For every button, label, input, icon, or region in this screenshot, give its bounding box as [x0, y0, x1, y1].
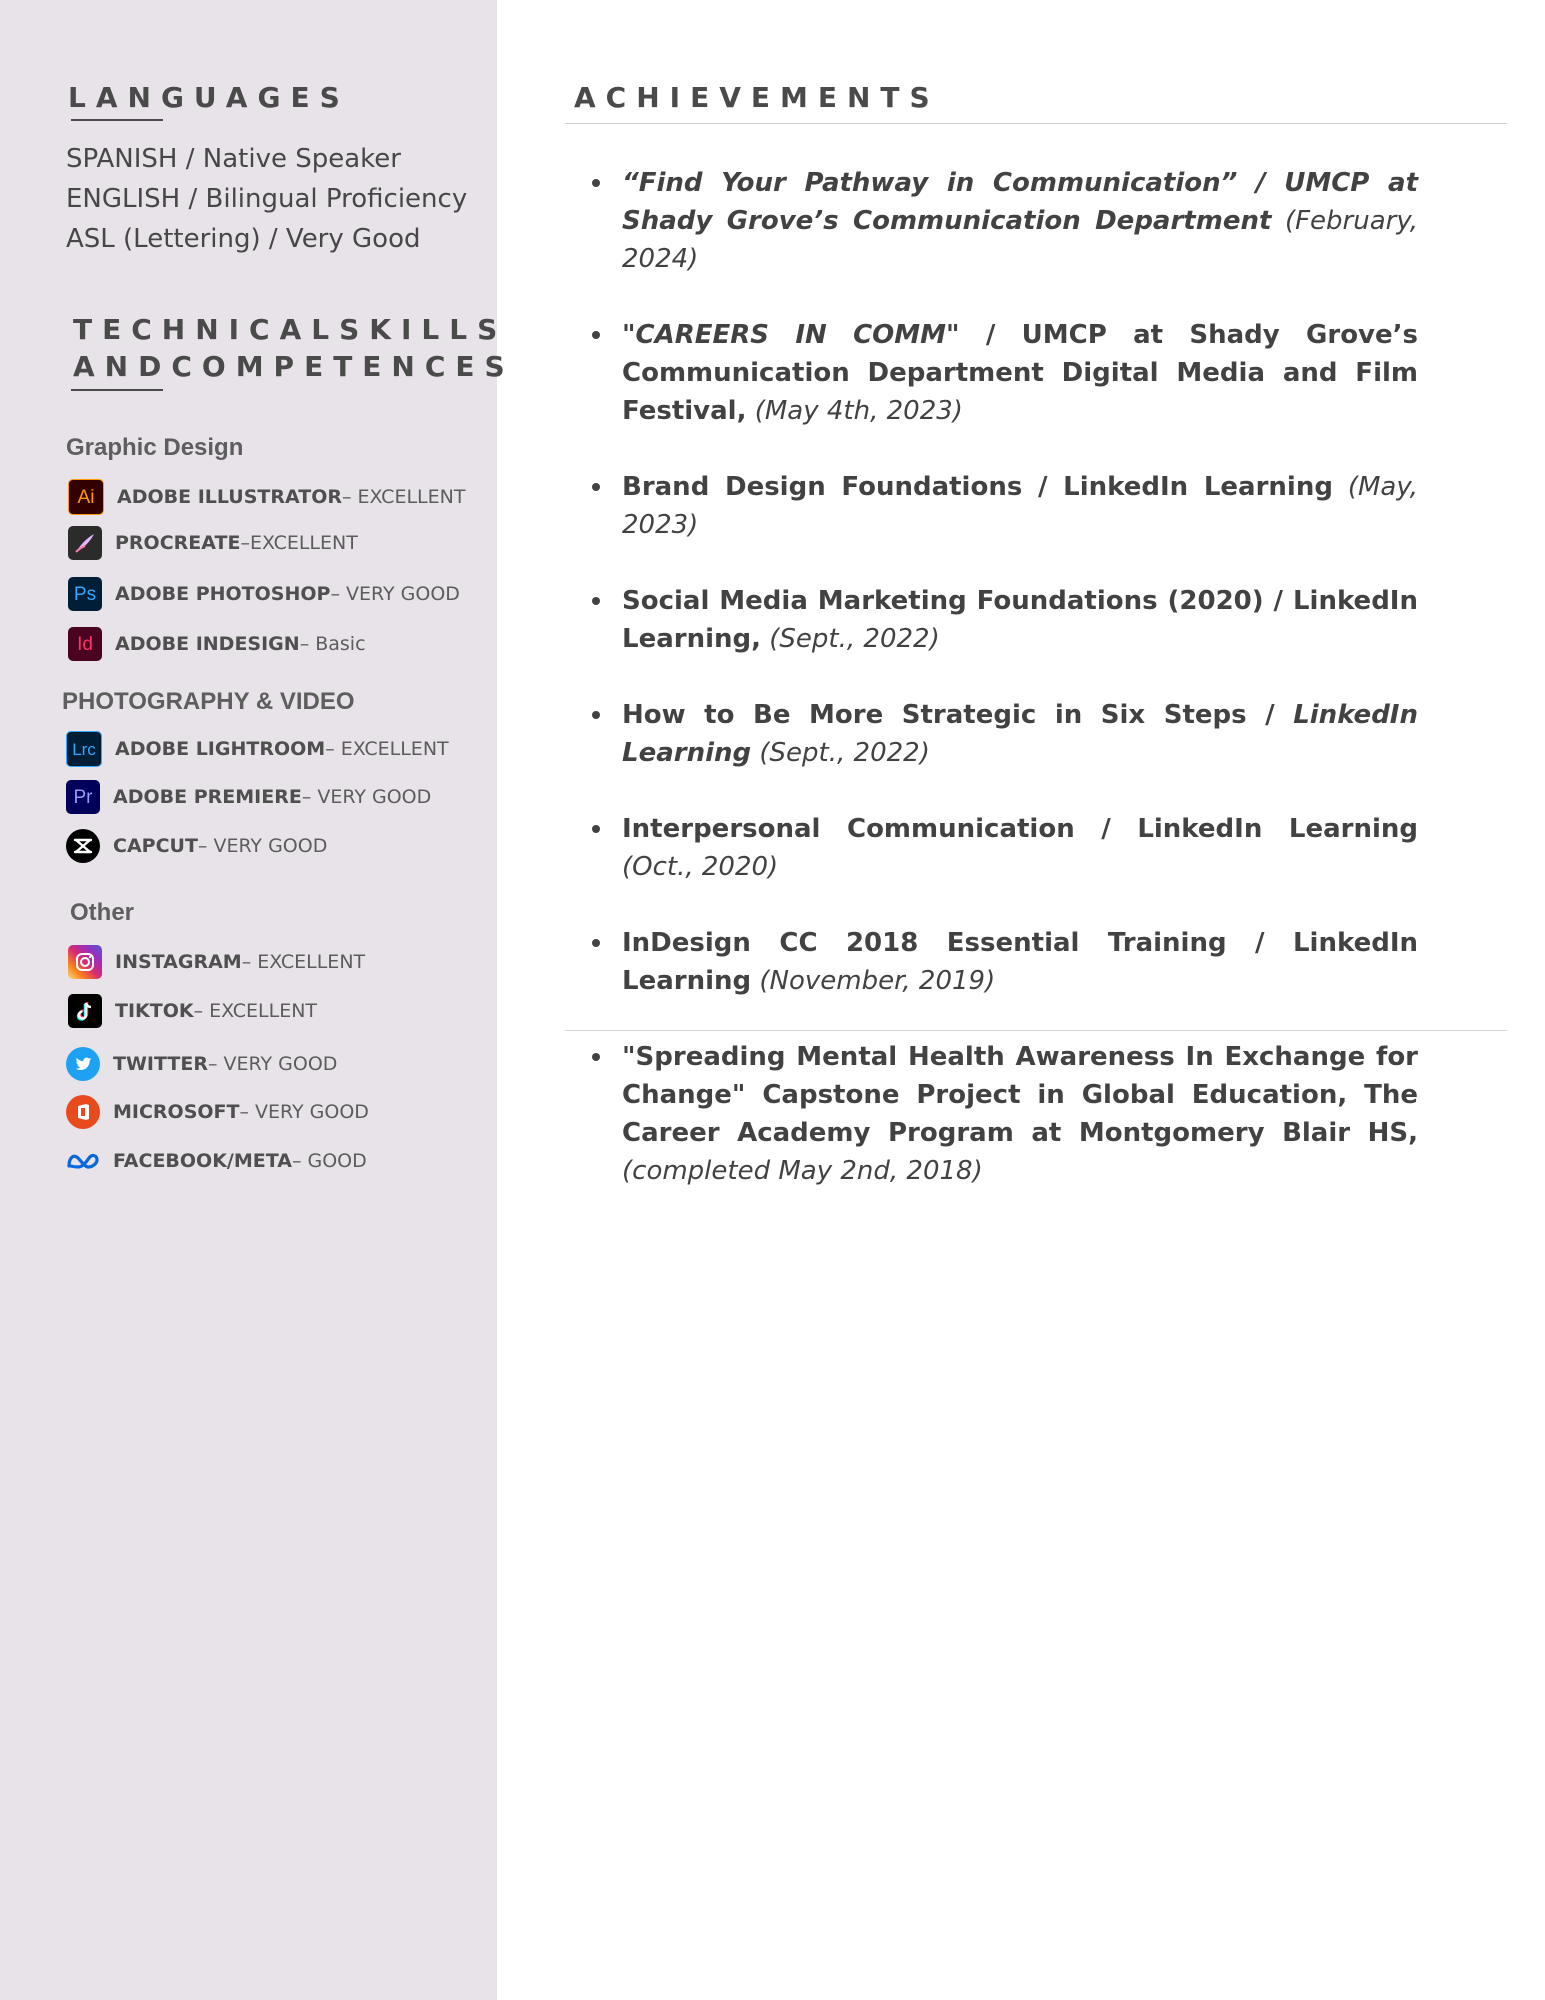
achievements-list: [566, 164, 1418, 1228]
skill-level: – VERY GOOD: [301, 786, 432, 808]
skill-level: – GOOD: [291, 1150, 367, 1172]
achievement-item: [566, 582, 1418, 658]
achievement-text: Social Media Marketing Foundations (2020) / LinkedIn Learning,: [622, 586, 1418, 654]
skill-name: MICROSOFT: [113, 1101, 240, 1123]
languages-title-underline: [71, 119, 163, 121]
instagram-icon-glyph: [74, 951, 96, 973]
skill-twitter: [66, 1047, 337, 1081]
skill-procreate: [68, 526, 358, 560]
skill-name: FACEBOOK/META: [113, 1150, 292, 1172]
skills-title-line1: TECHNICALSKILLS: [73, 313, 508, 346]
achievement-text: (February, 2024): [622, 206, 1418, 274]
skills-title-underline: [71, 389, 163, 391]
achievement-item: [566, 810, 1418, 886]
skill-adobe-illustrator: [68, 479, 465, 515]
procreate-icon-glyph: [72, 530, 98, 556]
skill-name: PROCREATE: [115, 532, 241, 554]
skill-level: – VERY GOOD: [207, 1053, 338, 1075]
achievement-text: “Find Your Pathway in Communication” / UMCP at Shady Grove’s Communication Department: [622, 168, 1418, 236]
meta-icon-glyph: [66, 1151, 100, 1171]
skill-level: – EXCELLENT: [241, 951, 366, 973]
languages-list: [66, 139, 467, 259]
achievement-text: (Oct., 2020): [622, 852, 779, 882]
skill-name: ADOBE PHOTOSHOP: [115, 583, 331, 605]
skill-name: ADOBE PREMIERE: [113, 786, 302, 808]
language-item: ENGLISH / Bilingual Proficiency: [66, 184, 468, 214]
skill-adobe-photoshop: [68, 577, 460, 611]
achievement-text: (Sept., 2022): [751, 738, 930, 768]
capcut-icon: [66, 829, 100, 863]
achievement-text: "CAREERS IN COMM": [622, 320, 960, 350]
capcut-icon-glyph: [72, 835, 94, 857]
achievement-item: [566, 164, 1418, 278]
microsoft-icon: [66, 1095, 100, 1129]
achievement-text: (May 4th, 2023): [746, 396, 963, 426]
achievement-text: "Spreading Mental Health Awareness In Exchange for Change" Capstone Project in Global Education, The Career Academy Program at Montgomery Blair HS,: [622, 1042, 1418, 1148]
skill-level: – EXCELLENT: [342, 486, 466, 508]
achievement-text: LinkedIn Learning: [622, 700, 1418, 768]
category-photography-video: PHOTOGRAPHY & VIDEO: [62, 688, 355, 715]
achievements-title: ACHIEVEMENTS: [574, 81, 940, 114]
languages-title: LANGUAGES: [68, 81, 350, 114]
achievement-text: Brand Design Foundations / LinkedIn Learning: [622, 472, 1333, 502]
achievement-text: / UMCP at Shady Grove’s Communication Department Digital Media and Film Festival,: [622, 320, 1418, 426]
skill-name: INSTAGRAM: [115, 951, 242, 973]
skill-level: –EXCELLENT: [240, 532, 358, 554]
adobe-lightroom-icon: Lrc: [66, 731, 102, 767]
achievement-item: [566, 468, 1418, 544]
skill-level: – VERY GOOD: [197, 835, 328, 857]
category-other: Other: [70, 899, 135, 926]
skill-adobe-premiere: [66, 780, 431, 814]
category-graphic-design: Graphic Design: [66, 434, 244, 461]
microsoft-icon-glyph: [72, 1101, 94, 1123]
procreate-icon: [68, 526, 102, 560]
achievement-text: InDesign CC 2018 Essential Training / LinkedIn Learning: [622, 928, 1418, 996]
achievement-item: [566, 316, 1418, 430]
achievement-item: [566, 924, 1418, 1000]
skills-title-line2: ANDCOMPETENCES: [73, 350, 515, 383]
skill-capcut: [66, 829, 327, 863]
skill-facebook-meta: [66, 1144, 367, 1178]
twitter-icon: [66, 1047, 100, 1081]
skill-level: – EXCELLENT: [193, 1000, 318, 1022]
skill-name: ADOBE LIGHTROOM: [115, 738, 326, 760]
adobe-indesign-icon: Id: [68, 627, 102, 661]
skill-level: – Basic: [299, 633, 366, 655]
twitter-icon-glyph: [72, 1053, 94, 1075]
language-item: SPANISH / Native Speaker: [66, 144, 401, 174]
adobe-illustrator-icon: Ai: [68, 479, 104, 515]
skill-name: CAPCUT: [113, 835, 198, 857]
skill-level: – EXCELLENT: [325, 738, 449, 760]
language-item: ASL (Lettering) / Very Good: [66, 224, 421, 254]
skill-name: TIKTOK: [115, 1000, 194, 1022]
meta-icon: [66, 1144, 100, 1178]
skill-name: ADOBE ILLUSTRATOR: [117, 486, 342, 508]
sidebar: [0, 0, 515, 2000]
skill-microsoft: [66, 1095, 369, 1129]
tiktok-icon-glyph: [74, 1000, 96, 1022]
achievement-text: How to Be More Strategic in Six Steps /: [622, 700, 1294, 730]
adobe-premiere-icon: Pr: [66, 780, 100, 814]
tiktok-icon: [68, 994, 102, 1028]
adobe-photoshop-icon: Ps: [68, 577, 102, 611]
skill-instagram: [68, 945, 365, 979]
skill-name: TWITTER: [113, 1053, 208, 1075]
achievements-divider: [565, 123, 1507, 124]
achievement-item: [566, 696, 1418, 772]
instagram-icon: [68, 945, 102, 979]
skills-title: [73, 311, 515, 385]
skill-tiktok: [68, 994, 317, 1028]
skill-adobe-indesign: [68, 627, 366, 661]
achievement-text: (completed May 2nd, 2018): [622, 1156, 983, 1186]
skill-name: ADOBE INDESIGN: [115, 633, 300, 655]
achievement-text: Interpersonal Communication / LinkedIn Learning: [622, 814, 1418, 844]
achievement-text: (Sept., 2022): [761, 624, 940, 654]
achievement-text: (May, 2023): [622, 472, 1418, 540]
skill-adobe-lightroom: [66, 731, 449, 767]
achievement-item: [566, 1038, 1418, 1190]
skill-level: – VERY GOOD: [330, 583, 460, 605]
achievement-text: (November, 2019): [751, 966, 996, 996]
skill-level: – VERY GOOD: [239, 1101, 369, 1123]
